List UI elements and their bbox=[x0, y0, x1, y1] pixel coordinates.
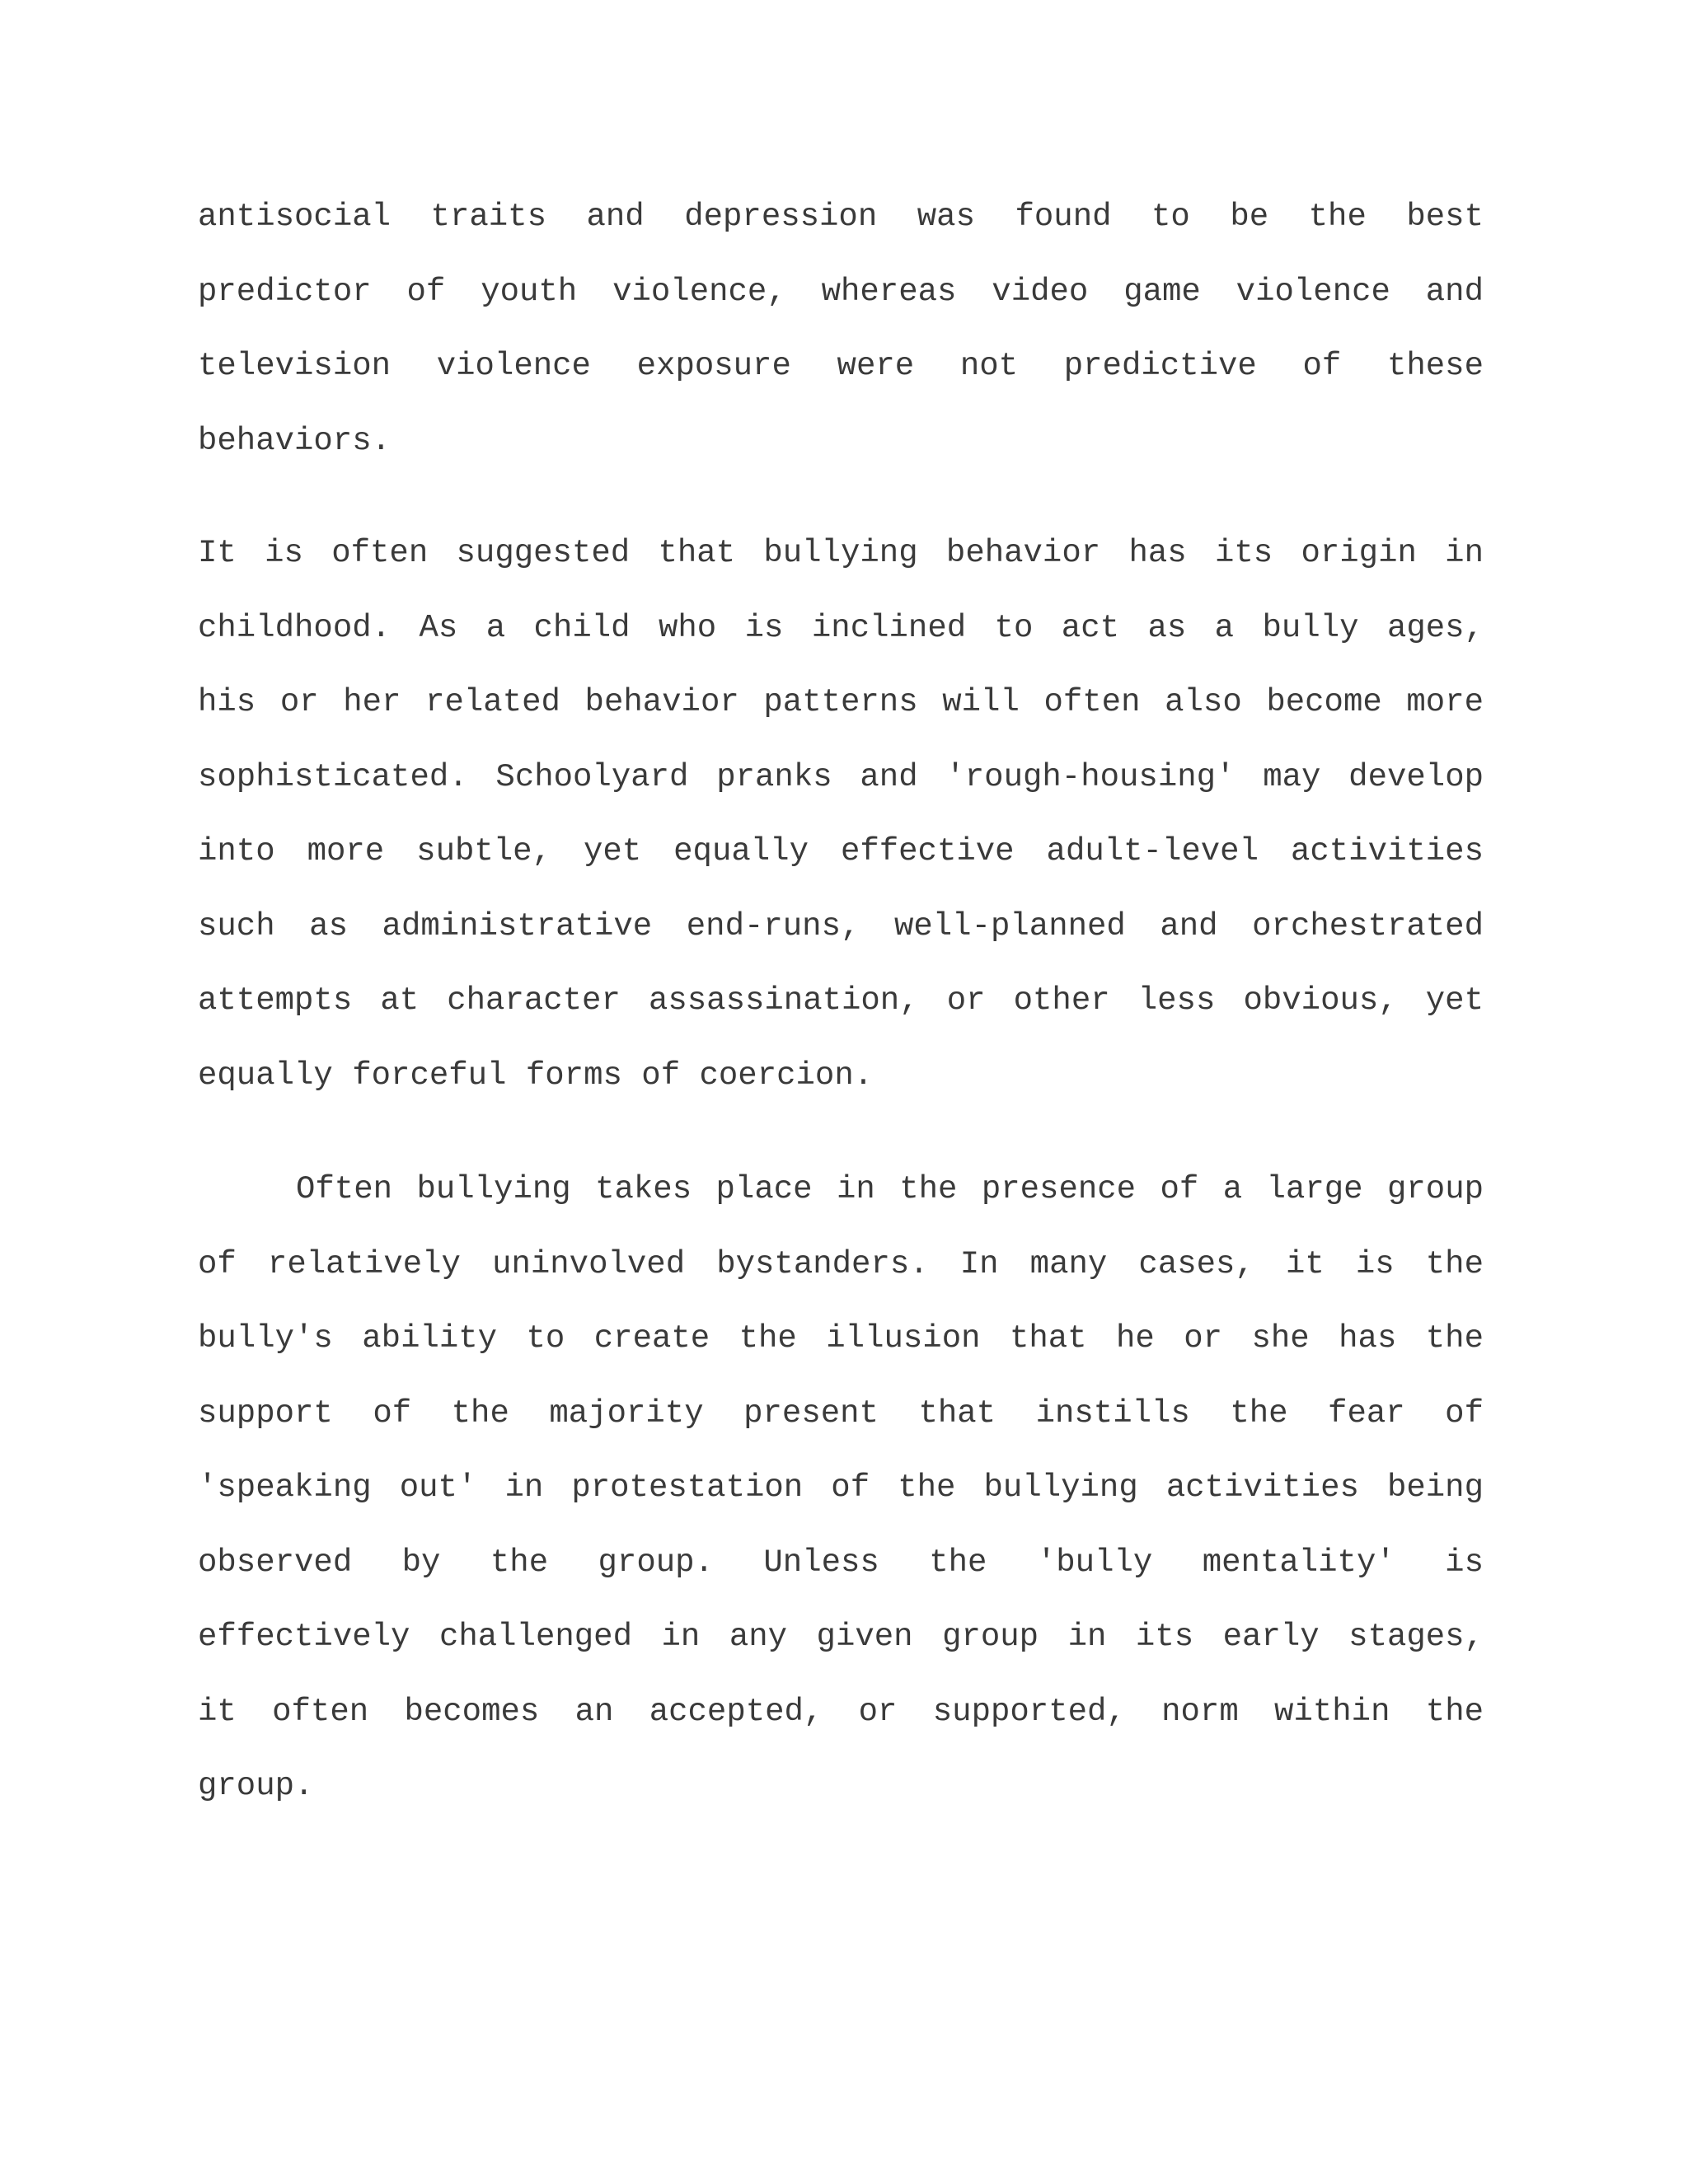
paragraph-line: 'speaking out' in protestation of the bullying activities being bbox=[198, 1469, 1484, 1506]
paragraph-line: Often bullying takes place in the presence of a large group bbox=[296, 1171, 1484, 1207]
paragraph-line: effectively challenged in any given group in its early stages, bbox=[198, 1619, 1484, 1655]
paragraph-line: it often becomes an accepted, or supported, norm within the bbox=[198, 1693, 1484, 1730]
paragraph-line: observed by the group. Unless the 'bully mentality' is bbox=[198, 1544, 1484, 1581]
paragraph-line: equally forceful forms of coercion. bbox=[198, 1057, 874, 1094]
paragraph-line: television violence exposure were not predictive of these bbox=[198, 348, 1484, 384]
paragraph-line: into more subtle, yet equally effective adult-level activities bbox=[198, 833, 1484, 869]
paragraph-line: bully's ability to create the illusion that he or she has the bbox=[198, 1320, 1484, 1357]
paragraph-line: antisocial traits and depression was found to be the best bbox=[198, 199, 1484, 235]
paragraph-line: attempts at character assassination, or other less obvious, yet bbox=[198, 982, 1484, 1019]
paragraph-line: childhood. As a child who is inclined to act as a bully ages, bbox=[198, 609, 1484, 646]
paragraph-line: support of the majority present that instills the fear of bbox=[198, 1394, 1484, 1432]
paragraph-3 bbox=[198, 1152, 1484, 1824]
paragraph-2 bbox=[198, 516, 1484, 1113]
paragraph-line: such as administrative end-runs, well-planned and orchestrated bbox=[198, 907, 1484, 944]
paragraph-line: It is often suggested that bullying behavior has its origin in bbox=[198, 535, 1484, 571]
paragraph-line: sophisticated. Schoolyard pranks and 'rough-housing' may develop bbox=[198, 758, 1484, 795]
paragraph-line: predictor of youth violence, whereas video game violence and bbox=[198, 273, 1484, 310]
paragraph-line: behaviors. bbox=[198, 422, 392, 459]
paragraph-line: group. bbox=[198, 1768, 314, 1804]
paragraph-1 bbox=[198, 180, 1484, 478]
paragraph-line: of relatively uninvolved bystanders. In many cases, it is the bbox=[198, 1245, 1484, 1282]
paragraph-line: his or her related behavior patterns will often also become more bbox=[198, 684, 1484, 720]
